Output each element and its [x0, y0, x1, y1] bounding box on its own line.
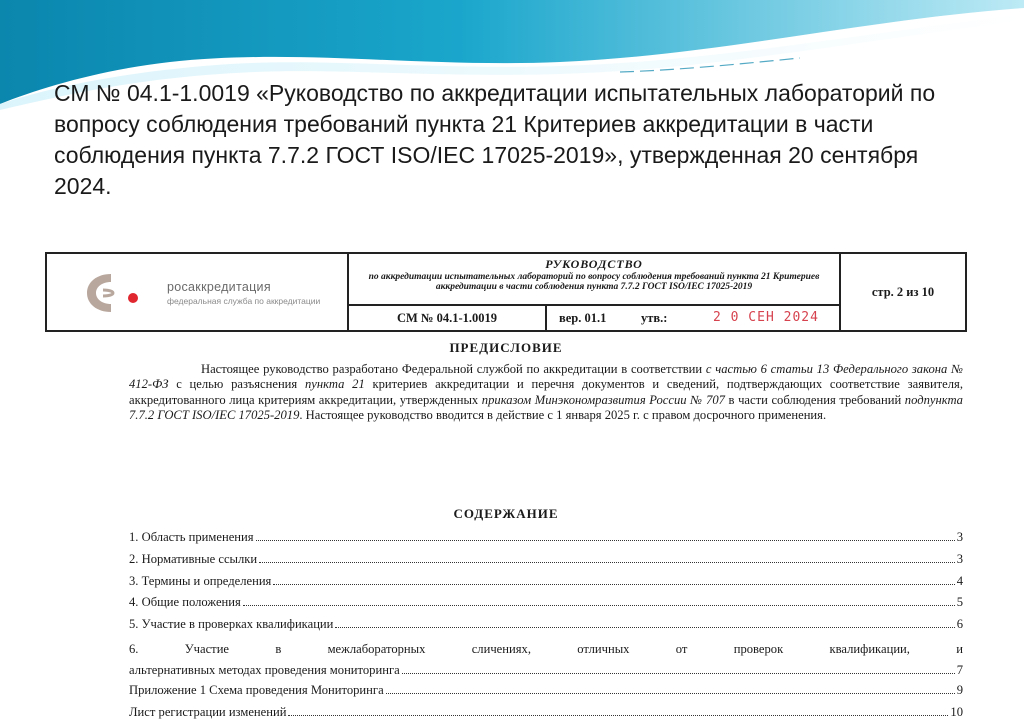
toc-item — [129, 639, 963, 683]
toc-item-label: 1. Область применения — [129, 530, 254, 544]
toc-item-label: Приложение 1 Схема проведения Мониторинга — [129, 682, 384, 697]
toc-item-label-continued: альтернативных методах проведения мониторинга — [129, 662, 400, 677]
document-header-table — [45, 252, 967, 332]
preface-ref-gost: подпункта 7.7.2 ГОСТ ISO/IEC 17025-2019 — [129, 392, 963, 423]
approval-date-stamp: 2 0 СЕН 2024 — [713, 310, 819, 325]
toc-item — [129, 617, 963, 639]
header-version-cell — [547, 306, 841, 330]
toc-item-page: 4 — [956, 573, 963, 588]
page-info: стр. 2 из 10 — [871, 285, 935, 299]
preface-text-4: в части соблюдения требований — [724, 392, 905, 407]
guide-subtitle: по аккредитации испытательных лабораторий по вопросу соблюдения требований пункта 21 Критериев аккредитации в части соблюдения пункта 7.7.2 ГОСТ ISO/IEC 17025-2019 — [368, 272, 820, 292]
toc-item-page: 5 — [956, 595, 963, 610]
slide-title: СМ № 04.1-1.0019 «Руководство по аккредитации испытательных лабораторий по вопросу соблюдения требований пункта 21 Критериев аккредитации в части соблюдения пункта 7.7.2 ГОСТ ISO/IEC 17025-2019», утвержденная 20 сентября 2024. — [54, 80, 936, 199]
toc-item-page: 3 — [956, 530, 963, 544]
header-title-cell — [349, 254, 841, 306]
toc-item-page: 10 — [950, 704, 963, 719]
version-label: вер. 01.1 — [559, 311, 607, 325]
preface-ref-order: приказом Минэкономразвития России № 707 — [481, 392, 725, 407]
header-number-cell — [349, 306, 547, 330]
toc-item — [129, 530, 963, 552]
preface-heading: ПРЕДИСЛОВИЕ — [449, 340, 563, 355]
document-scan — [45, 252, 969, 723]
toc-item — [129, 552, 963, 574]
toc-item-label: 4. Общие положения — [129, 595, 241, 610]
toc-heading: СОДЕРЖАНИЕ — [453, 506, 559, 521]
toc-item — [129, 683, 963, 705]
header-page-cell — [841, 254, 965, 330]
toc-item-label: 5. Участие в проверках квалификации — [129, 617, 334, 632]
toc-item — [129, 574, 963, 596]
approved-label: утв.: — [641, 311, 668, 325]
toc-item-page: 3 — [956, 551, 963, 566]
toc-item-page: 7 — [956, 662, 963, 677]
preface-text-1: Настоящее руководство разработано Федеральной службой по аккредитации в соответствии — [201, 362, 706, 376]
toc-item-label: 6. Участие в межлабораторных сличениях, отличных от проверок квалификации, и — [129, 641, 963, 656]
header-logo-cell — [47, 254, 349, 330]
document-number: СМ № 04.1-1.0019 — [396, 311, 498, 325]
preface-text-3: критериев аккредитации и перечня документов и сведений, подтверждающих соответствие заявителя, аккредитованного лица критериям аккредитации, утвержденных — [129, 377, 963, 407]
toc-item-label: Лист регистрации изменений — [129, 704, 287, 719]
preface-paragraph — [129, 362, 963, 424]
toc-item-label: 2. Нормативные ссылки — [129, 551, 258, 566]
preface-text-5: . Настоящее руководство вводится в действие с 1 января 2025 г. с правом досрочного применения. — [299, 408, 827, 423]
rosakkreditatsiya-logo — [81, 270, 341, 316]
preface-text-2: с целью разъяснения — [168, 377, 305, 392]
toc-item-page: 9 — [956, 682, 963, 697]
toc-item — [129, 705, 963, 727]
logo-description: федеральная служба по аккредитации — [167, 296, 321, 306]
toc-item-page: 6 — [956, 617, 963, 632]
toc-item-label: 3. Термины и определения — [129, 573, 272, 588]
preface-ref-law: с частью 6 статьи 13 Федерального закона № 412-ФЗ — [129, 362, 963, 392]
toc-item — [129, 595, 963, 617]
preface-ref-point: пункта 21 — [304, 377, 365, 392]
logo-emblem-icon — [81, 270, 141, 316]
logo-name: росаккредитация — [167, 280, 271, 294]
guide-title: РУКОВОДСТВО — [545, 257, 643, 271]
table-of-contents — [129, 530, 963, 727]
